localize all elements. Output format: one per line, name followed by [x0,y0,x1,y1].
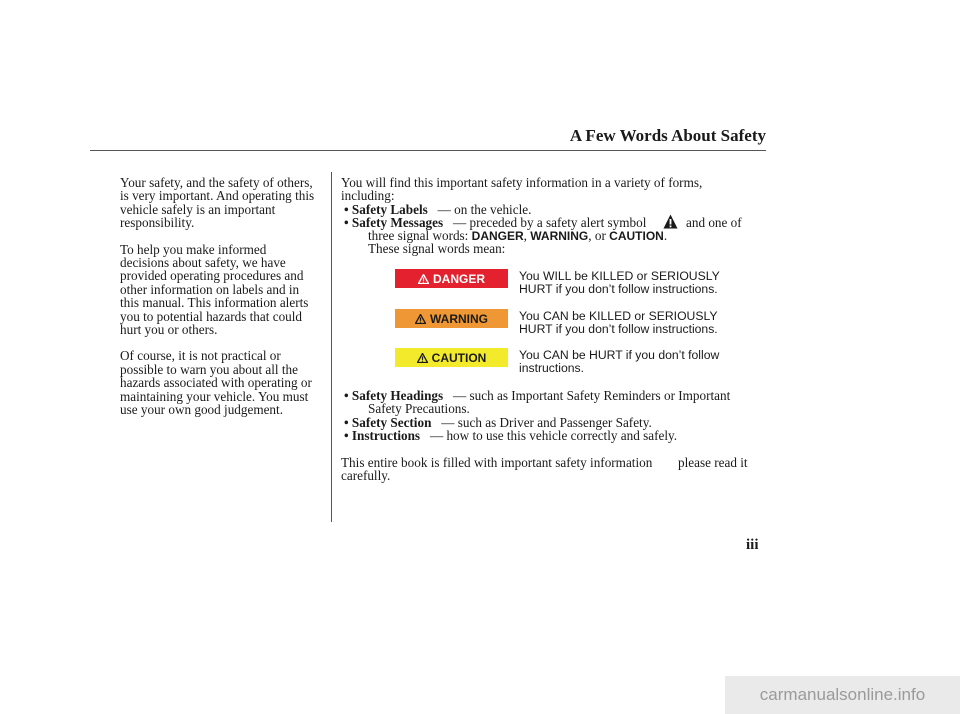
caution-signal-box: CAUTION [395,348,508,367]
danger-signal-box: DANGER [395,269,508,288]
warning-signal-box: WARNING [395,309,508,328]
closing-line2: carefully. [341,468,391,483]
header-rule [90,150,766,151]
danger-description: You WILL be KILLED or SERIOUSLY HURT if you don’t follow instructions. [519,269,720,296]
right-intro-line1: You will find this important safety information in a variety of forms, [341,175,703,190]
closing-line1: This entire book is filled with important safety information [341,455,653,470]
page-number: iii [746,537,759,553]
judgement-paragraph: Of course, it is not practical or possible to warn you about all the hazards associated with operating or maintaining your vehicle. You must use your own good judgement. [120,348,312,418]
intro-paragraph: Your safety, and the safety of others, is very important. And operating this vehicle safely is an important responsibility. [120,175,315,231]
left-column [120,176,325,430]
signal-word-danger: DANGER [471,229,524,243]
signal-words-line: three signal words: DANGER, WARNING, or CAUTION. [368,228,668,243]
bullet-dot-icon: • [344,428,349,443]
watermark: carmanualsonline.info [725,676,960,714]
bullet-dot-icon: • [344,202,349,217]
headings-text-cont: Safety Precautions. [368,401,470,416]
signal-word-warning: WARNING [530,229,589,243]
safety-alert-triangle-icon [663,214,678,229]
bullet-safety-labels: • Safety Labels — on the vehicle. [344,202,532,217]
right-intro-line2: including: [341,188,395,203]
bullet-dot-icon: • [344,415,349,430]
messages-text-end: and one of [686,215,742,230]
bullet-dot-icon: • [344,388,349,403]
column-divider [331,172,332,522]
safety-alert-triangle-icon [415,314,426,324]
bullet-instructions: • Instructions — how to use this vehicle correctly and safely. [344,428,678,443]
closing-line1-end: please read it [678,455,748,470]
caution-description: You CAN be HURT if you don’t follow instructions. [519,348,720,375]
signal-word-caution: CAUTION [609,229,664,243]
bullet-safety-headings: • Safety Headings — such as Important Safety Reminders or Important [344,388,731,403]
page-title: A Few Words About Safety [569,126,766,145]
bullet-safety-section: • Safety Section — such as Driver and Passenger Safety. [344,415,652,430]
bullet-safety-messages: • Safety Messages — preceded by a safety alert symbol [344,215,647,230]
safety-alert-triangle-icon [418,274,429,284]
signal-words-mean: These signal words mean: [368,241,506,256]
bullet-dot-icon: • [344,215,349,230]
info-paragraph: To help you make informed decisions about safety, we have provided operating procedures and other information on labels and in this manual. This information alerts you to potential hazards that could hurt you or others. [120,241,309,338]
safety-alert-triangle-icon [417,353,428,363]
warning-description: You CAN be KILLED or SERIOUSLY HURT if you don’t follow instructions. [519,309,718,336]
